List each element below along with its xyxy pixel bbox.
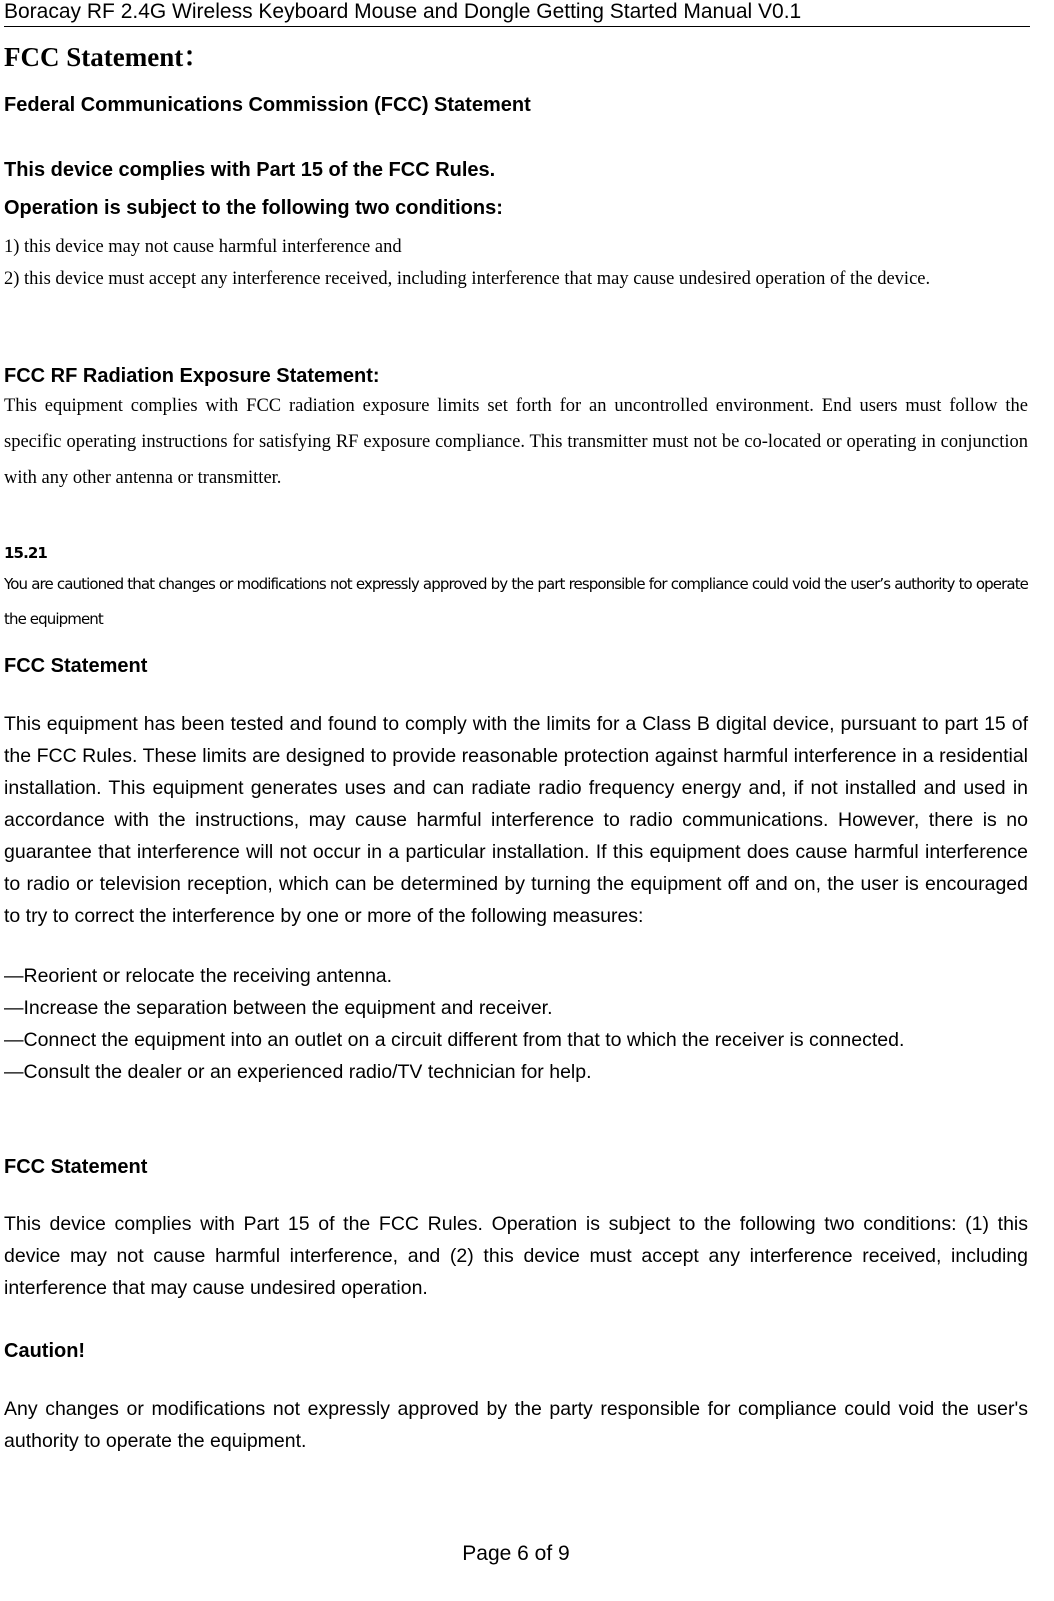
fcc-commission-heading: Federal Communications Commission (FCC) Statement bbox=[4, 94, 531, 116]
caution-body: Any changes or modifications not expressly approved by the party responsible for compliance could void the user's authority to operate the equipment. bbox=[4, 1398, 1028, 1452]
fcc-statement-heading-2: FCC Statement bbox=[4, 1156, 148, 1178]
page-number: Page 6 of 9 bbox=[462, 1542, 570, 1565]
condition-item-1: 1) this device may not cause harmful interference and bbox=[4, 237, 402, 257]
running-header bbox=[4, 0, 1030, 27]
section-1521-text: You are cautioned that changes or modifications not expressly approved by the part responsible for compliance could void the user’s authority to operate the equipment bbox=[4, 575, 1028, 628]
list-item: —Reorient or relocate the receiving antenna. bbox=[4, 965, 393, 987]
section-number: 15.21 bbox=[4, 544, 47, 562]
list-item: —Connect the equipment into an outlet on a circuit different from that to which the receiver is connected. bbox=[4, 1029, 905, 1051]
conditions-line: Operation is subject to the following two conditions: bbox=[4, 197, 503, 219]
list-item: —Increase the separation between the equipment and receiver. bbox=[4, 997, 553, 1019]
rf-exposure-body: This equipment complies with FCC radiation exposure limits set forth for an uncontrolled environment. End users must follow the specific operating instructions for satisfying RF exposure compliance. This transmitter must not be co-located or operating in conjunction with any other antenna or transmitter. bbox=[4, 396, 1028, 488]
fcc-statement-heading-1: FCC Statement bbox=[4, 655, 148, 677]
complies-line: This device complies with Part 15 of the FCC Rules. bbox=[4, 159, 496, 181]
measures-list bbox=[4, 960, 1028, 1088]
page-title: FCC Statement： bbox=[4, 42, 211, 72]
document-title: Boracay RF 2.4G Wireless Keyboard Mouse and Dongle Getting Started Manual V0.1 bbox=[4, 0, 802, 23]
rf-exposure-heading: FCC RF Radiation Exposure Statement: bbox=[4, 365, 380, 387]
caution-heading: Caution! bbox=[4, 1340, 86, 1362]
fcc-statement-body-1: This equipment has been tested and found to comply with the limits for a Class B digital device, pursuant to part 15 of the FCC Rules. These limits are designed to provide reasonable protection against harmful interference in a residential installation. This equipment generates uses and can radiate radio frequency energy and, if not installed and used in accordance with the instructions, may cause harmful interference to radio communications. However, there is no guarantee that interference will not occur in a particular installation. If this equipment does cause harmful interference to radio or television reception, which can be determined by turning the equipment off and on, the user is encouraged to try to correct the interference by one or more of the following measures: bbox=[4, 713, 1028, 927]
fcc-statement-body-2: This device complies with Part 15 of the FCC Rules. Operation is subject to the following two conditions: (1) this device may not cause harmful interference, and (2) this device must accept any interference received, including interference that may cause undesired operation. bbox=[4, 1213, 1028, 1299]
list-item: —Consult the dealer or an experienced radio/TV technician for help. bbox=[4, 1061, 592, 1083]
condition-item-2: 2) this device must accept any interference received, including interference that may cause undesired operation of the device. bbox=[4, 269, 931, 289]
